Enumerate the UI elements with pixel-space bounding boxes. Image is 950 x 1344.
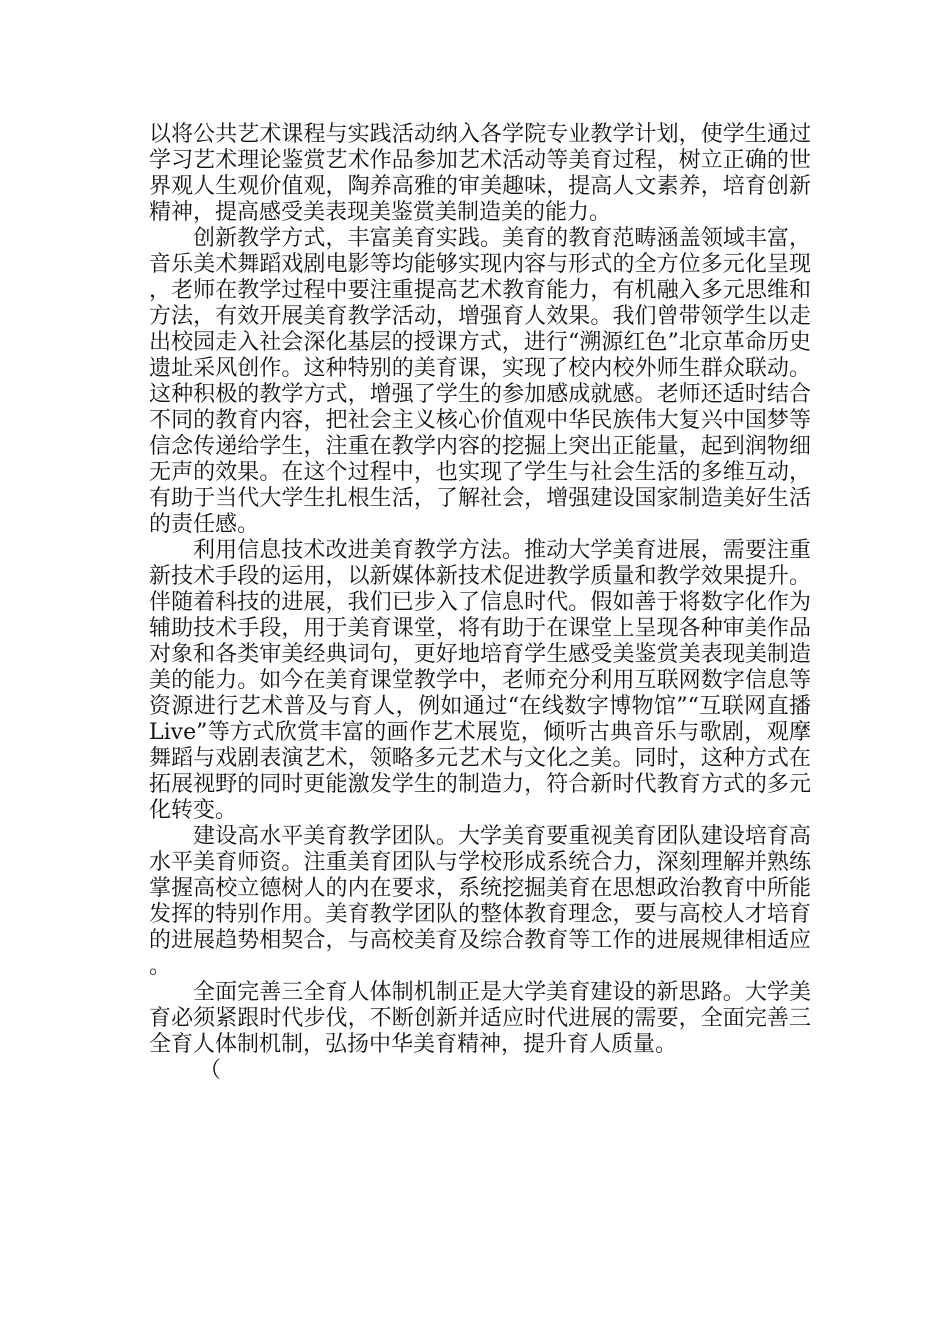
paragraph-1: 以将公共艺术课程与实践活动纳入各学院专业教学计划，使学生通过学习艺术理论鉴赏艺术作品参加艺术活动等美育过程，树立正确的世界观人生观价值观，陶养高雅的审美趣味，提高人文素养，培育创新精神，提高感受美表现美鉴赏美制造美的能力。 xyxy=(149,122,811,225)
body-text xyxy=(149,122,811,1084)
paragraph-5: 全面完善三全育人体制机制正是大学美育建设的新思路。大学美育必须紧跟时代步伐，不断创新并适应时代进展的需要，全面完善三全育人体制机制，弘扬中华美育精神，提升育人质量。 xyxy=(149,980,811,1057)
paragraph-4: 建设高水平美育教学团队。大学美育要重视美育团队建设培育高水平美育师资。注重美育团队与学校形成系统合力，深刻理解并熟练掌握高校立德树人的内在要求，系统挖掘美育在思想政治教育中所能发挥的特别作用。美育教学团队的整体教育理念，要与高校人才培育的进展趋势相契合，与高校美育及综合教育等工作的进展规律相适应。 xyxy=(149,824,811,979)
trailing-parenthesis: （ xyxy=(199,1058,222,1083)
paragraph-2: 创新教学方式，丰富美育实践。美育的教育范畴涵盖领域丰富，音乐美术舞蹈戏剧电影等均能够实现内容与形式的全方位多元化呈现，老师在教学过程中要注重提高艺术教育能力，有机融入多元思维和方法，有效开展美育教学活动，增强育人效果。我们曾带领学生以走出校园走入社会深化基层的授课方式，进行“溯源红色”北京革命历史遗址采风创作。这种特别的美育课，实现了校内校外师生群众联动。这种积极的教学方式，增强了学生的参加感成就感。老师还适时结合不同的教育内容，把社会主义核心价值观中华民族伟大复兴中国梦等信念传递给学生，注重在教学内容的挖掘上突出正能量，起到润物细无声的效果。在这个过程中，也实现了学生与社会生活的多维互动，有助于当代大学生扎根生活，了解社会，增强建设国家制造美好生活的责任感。 xyxy=(149,226,811,537)
paragraph-3: 利用信息技术改进美育教学方法。推动大学美育进展，需要注重新技术手段的运用，以新媒体新技术促进教学质量和教学效果提升。伴随着科技的进展，我们已步入了信息时代。假如善于将数字化作为辅助技术手段，用于美育课堂，将有助于在课堂上呈现各种审美作品对象和各类审美经典词句，更好地培育学生感受美鉴赏美表现美制造美的能力。如今在美育课堂教学中，老师充分利用互联网数字信息等资源进行艺术普及与育人，例如通过“在线数字博物馆”“互联网直播Live”等方式欣赏丰富的画作艺术展览，倾听古典音乐与歌剧，观摩舞蹈与戏剧表演艺术，领略多元艺术与文化之美。同时，这种方式在拓展视野的同时更能激发学生的制造力，符合新时代教育方式的多元化转变。 xyxy=(149,538,811,823)
